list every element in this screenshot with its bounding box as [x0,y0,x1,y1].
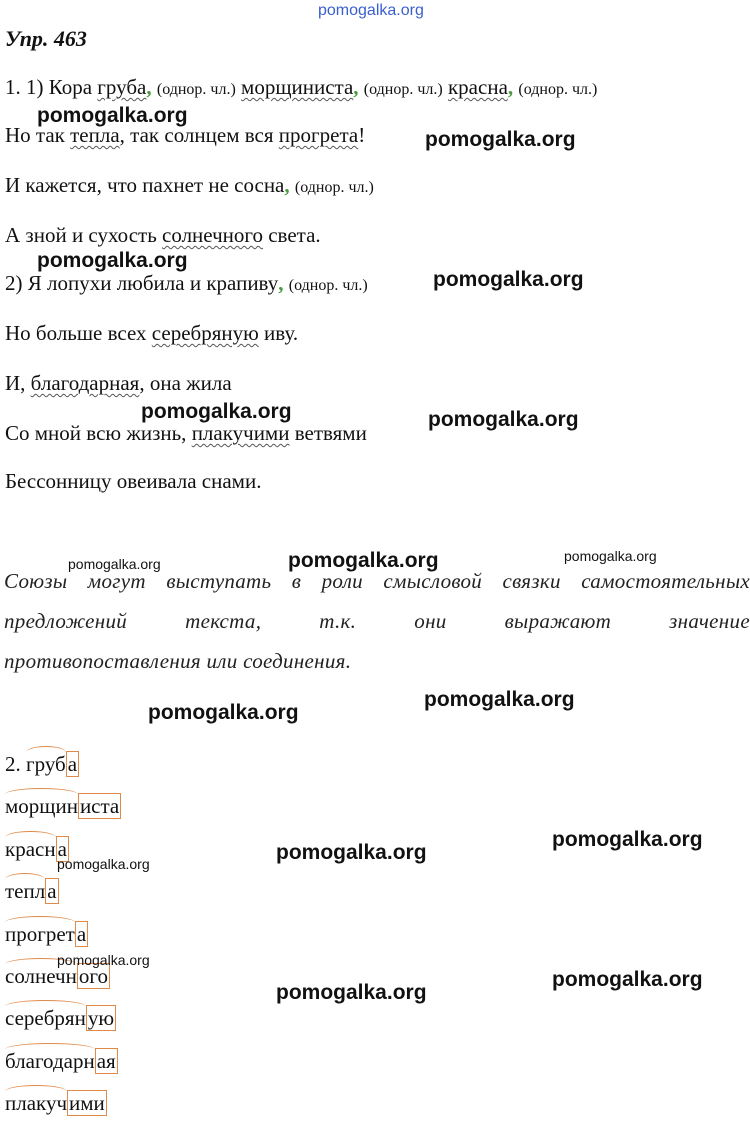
root-arc-mark [5,1043,95,1056]
watermark: pomogalka.org [288,549,439,572]
paragraph-word: связки [502,569,561,593]
root-arc-mark [5,831,56,844]
watermark: pomogalka.org [276,841,427,864]
watermark: pomogalka.org [276,981,427,1004]
watermark: pomogalka.org [552,968,703,991]
root-arc-mark [5,916,75,929]
morpheme-word-row [5,963,121,1005]
morpheme-word-row [5,793,121,835]
watermark: pomogalka.org [428,408,579,431]
paragraph-word: предложений [4,609,128,633]
paragraph-word: текста, [185,609,262,633]
exercise-heading: Упр. 463 [5,26,87,51]
morpheme-word [5,1048,118,1074]
morpheme-word-row [5,1090,121,1132]
word-root: морщин [5,794,78,818]
word-ending: а [57,836,67,861]
task2-list [5,751,121,1133]
note: (однор. чл.) [518,81,598,98]
paragraph-word: они [414,609,447,633]
word-ending: ими [69,1091,105,1116]
paragraph-row-2 [4,601,750,641]
word-gruba: груба [97,75,147,99]
paragraph-word: могут [87,569,146,593]
poem-line-7: И, благодарная, она жила [5,371,232,395]
morpheme-word [5,1005,116,1031]
word-morshchinista: морщиниста [241,75,354,99]
word-root: плакуч [5,1091,67,1115]
poem-line-2: Но так тепла, так солнцем вся прогрета! [5,123,366,147]
root-arc-mark [5,1000,86,1013]
watermark: pomogalka.org [425,128,576,151]
morpheme-word [5,921,88,947]
poem-line-5: 2) Я лопухи любила и крапиву, (однор. чл.) [5,271,368,295]
watermark: pomogalka.org [37,104,188,127]
watermark: pomogalka.org [57,856,150,872]
word-root: благодарн [5,1049,95,1073]
task2-number: 2. [5,752,26,776]
poem-line-9: Бессонницу овеивала снами. [5,469,262,493]
word-ending: а [47,879,57,904]
watermark: pomogalka.org [564,548,657,564]
watermark: pomogalka.org [433,268,584,291]
word-ending: ая [96,1048,116,1073]
root-arc-mark [5,788,78,801]
root-arc-mark [26,746,66,759]
word-ending: ого [78,963,108,988]
paragraph-word: выражают [504,609,612,633]
watermark: pomogalka.org [424,688,575,711]
poem-line-8: Со мной всю жизнь, плакучими ветвями [5,421,367,445]
morpheme-word-row [5,878,121,920]
morpheme-word-row [5,1005,121,1047]
note: (однор. чл.) [156,81,236,98]
root-arc-mark [5,1085,67,1098]
word-root: прогрет [5,922,75,946]
word-ending: ую [87,1006,115,1031]
root-arc-mark [5,873,45,886]
paragraph-row-3: противопоставления или соединения. [4,649,352,673]
explanation-paragraph [4,561,750,681]
watermark: pomogalka.org [57,952,150,968]
watermark: pomogalka.org [68,556,161,572]
poem-line-6: Но больше всех серебряную иву. [5,321,299,345]
morpheme-word-row [5,751,121,793]
morpheme-word [5,1090,107,1116]
paragraph-word: роли [321,569,363,593]
watermark: pomogalka.org [141,400,292,423]
poem-line-1: 1. 1) Кора груба, (однор. чл.) морщиниста, (однор. чл.) красна, (однор. чл.) [5,75,598,99]
word-root: красн [5,837,56,861]
word-ending: а [67,752,78,776]
paragraph-word: значение [669,609,750,633]
word-ending: иста [79,794,120,819]
paragraph-word: Союзы [4,569,68,593]
watermark: pomogalka.org [552,828,703,851]
note: (однор. чл.) [363,81,443,98]
paragraph-word: в [291,569,302,593]
watermark-top: pomogalka.org [318,2,424,19]
morpheme-word [5,878,59,904]
word-root: солнечн [5,964,77,988]
morpheme-word [26,751,79,777]
poem-line-3: И кажется, что пахнет не сосна, (однор. чл.) [5,173,374,197]
poem-line-4: А зной и сухость солнечного света. [5,223,321,247]
word-ending: а [76,921,87,946]
paragraph-word: т.к. [319,609,357,633]
paragraph-word: смысловой [383,569,483,593]
paragraph-word: выступать [166,569,272,593]
word-root: серебрян [5,1006,86,1030]
word-krasna: красна [447,75,508,99]
paragraph-word: самостоятельных [581,569,750,593]
morpheme-word-row [5,1048,121,1090]
word-root: тепл [5,879,45,903]
watermark: pomogalka.org [37,249,188,272]
word-root: груб [26,752,66,776]
watermark: pomogalka.org [148,701,299,724]
morpheme-word [5,793,121,819]
